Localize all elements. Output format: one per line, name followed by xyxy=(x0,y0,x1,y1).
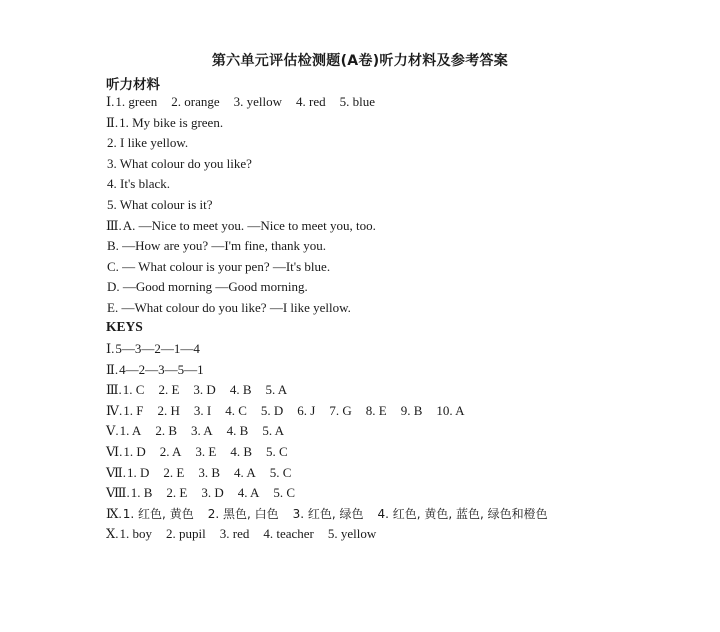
listening-answer: B. —How are you? —I'm fine, thank you. xyxy=(107,238,326,254)
keys-line xyxy=(106,465,291,481)
keys-answer: 1. A xyxy=(119,423,142,439)
keys-answer: 5. C xyxy=(266,444,288,459)
keys-item-number: Ⅰ. xyxy=(106,341,115,356)
listening-line xyxy=(106,238,326,254)
keys-answer: 1. D xyxy=(127,464,150,480)
keys-heading: KEYS xyxy=(106,319,143,334)
keys-line xyxy=(106,485,295,501)
keys-answer: 9. B xyxy=(400,402,423,418)
listening-answer: 3. yellow xyxy=(233,94,283,109)
listening-answer: 4. red xyxy=(296,94,326,109)
keys-answer: 2. A xyxy=(159,444,182,459)
listening-item-number: Ⅱ. xyxy=(106,114,119,130)
keys-item-number: Ⅴ. xyxy=(106,423,119,439)
keys-answer: 3. D xyxy=(201,485,224,501)
listening-answer: 4. It's black. xyxy=(107,176,170,192)
listening-answer: 2. I like yellow. xyxy=(107,135,189,151)
keys-answer: 2. E xyxy=(163,464,185,480)
listening-line xyxy=(106,135,188,151)
keys-item-number: Ⅲ. xyxy=(106,382,122,398)
keys-answer: 1. 红色, 黄色 xyxy=(122,506,194,521)
listening-answer: 2. orange xyxy=(171,94,220,109)
keys-answer: 3. A xyxy=(190,423,213,439)
listening-line xyxy=(106,176,170,192)
keys-item-number: Ⅶ. xyxy=(106,464,127,480)
listening-line xyxy=(106,259,330,275)
keys-answer: 8. E xyxy=(365,402,387,418)
keys-answer: 7. G xyxy=(329,402,352,418)
listening-answer: C. — What colour is your pen? —It's blue. xyxy=(107,258,331,274)
keys-answer: 3. E xyxy=(195,444,217,459)
listening-line xyxy=(106,115,223,131)
keys-answer: 2. 黑色, 白色 xyxy=(207,506,279,521)
keys-item-number: Ⅳ. xyxy=(106,402,123,418)
listening-answer: 5. What colour is it? xyxy=(107,197,213,212)
keys-answer: 6. J xyxy=(297,402,316,418)
listening-answer: A. —Nice to meet you. —Nice to meet you, too. xyxy=(122,217,376,233)
keys-answer: 4—2—3—5—1 xyxy=(119,361,204,377)
keys-answer: 2. pupil xyxy=(166,526,206,542)
keys-answer: 1. C xyxy=(122,382,145,398)
keys-line xyxy=(106,403,465,419)
keys-item-number: Ⅷ. xyxy=(106,485,130,501)
listening-answer: D. —Good morning —Good morning. xyxy=(107,279,308,295)
listening-item-number: Ⅲ. xyxy=(106,217,122,233)
keys-answer: 4. 红色, 黄色, 蓝色, 绿色和橙色 xyxy=(377,506,548,521)
keys-line xyxy=(106,526,376,542)
keys-line xyxy=(106,341,200,357)
listening-item-number: Ⅰ. xyxy=(106,94,115,109)
keys-answer: 4. B xyxy=(226,423,249,439)
keys-line xyxy=(106,444,288,460)
listening-answer: 5. blue xyxy=(339,94,376,109)
keys-answer: 5—3—2—1—4 xyxy=(115,341,200,356)
keys-answer: 5. yellow xyxy=(327,526,377,542)
keys-answer: 4. B xyxy=(230,444,253,459)
keys-item-number: Ⅸ. xyxy=(106,505,122,521)
keys-answer: 4. B xyxy=(229,382,252,398)
listening-line xyxy=(106,197,213,213)
keys-answer: 3. D xyxy=(193,382,216,398)
keys-answer: 5. C xyxy=(269,464,292,480)
keys-answer: 1. D xyxy=(123,444,146,459)
listening-line xyxy=(106,218,376,234)
keys-answer: 2. H xyxy=(157,402,180,418)
keys-answer: 3. red xyxy=(219,526,250,542)
keys-item-number: Ⅵ. xyxy=(106,444,123,459)
keys-answer: 1. boy xyxy=(119,526,153,542)
keys-line xyxy=(106,362,204,378)
keys-answer: 4. teacher xyxy=(263,526,314,542)
keys-item-number: Ⅹ. xyxy=(106,526,119,542)
keys-line xyxy=(106,506,548,522)
keys-item-number: Ⅱ. xyxy=(106,361,119,377)
page-title: 第六单元评估检测题(A卷)听力材料及参考答案 xyxy=(211,53,509,69)
keys-line xyxy=(106,382,287,398)
keys-answer: 4. A xyxy=(237,485,260,501)
listening-heading: 听力材料 xyxy=(106,77,160,93)
keys-answer: 2. B xyxy=(155,423,177,439)
keys-answer: 5. A xyxy=(262,423,284,439)
keys-line xyxy=(106,423,284,439)
keys-answer: 4. C xyxy=(225,402,247,418)
keys-answer: 5. A xyxy=(265,382,288,398)
keys-answer: 3. B xyxy=(198,464,221,480)
listening-line xyxy=(106,156,252,172)
listening-answer: 3. What colour do you like? xyxy=(107,155,252,171)
keys-answer: 3. 红色, 绿色 xyxy=(292,506,364,521)
listening-answer: 1. green xyxy=(115,94,158,109)
keys-answer: 1. B xyxy=(130,485,153,501)
listening-line xyxy=(106,279,308,295)
listening-answer: 1. My bike is green. xyxy=(119,114,224,130)
listening-line xyxy=(106,300,351,316)
keys-answer: 3. I xyxy=(193,402,212,418)
keys-answer: 5. D xyxy=(260,402,284,418)
listening-answer: E. —What colour do you like? —I like yellow. xyxy=(107,300,351,315)
keys-answer: 10. A xyxy=(436,402,465,418)
keys-answer: 2. E xyxy=(158,382,180,398)
listening-line xyxy=(106,94,375,110)
keys-answer: 2. E xyxy=(166,485,188,501)
keys-answer: 5. C xyxy=(273,485,296,501)
keys-answer: 1. F xyxy=(123,402,144,418)
keys-answer: 4. A xyxy=(234,464,256,480)
